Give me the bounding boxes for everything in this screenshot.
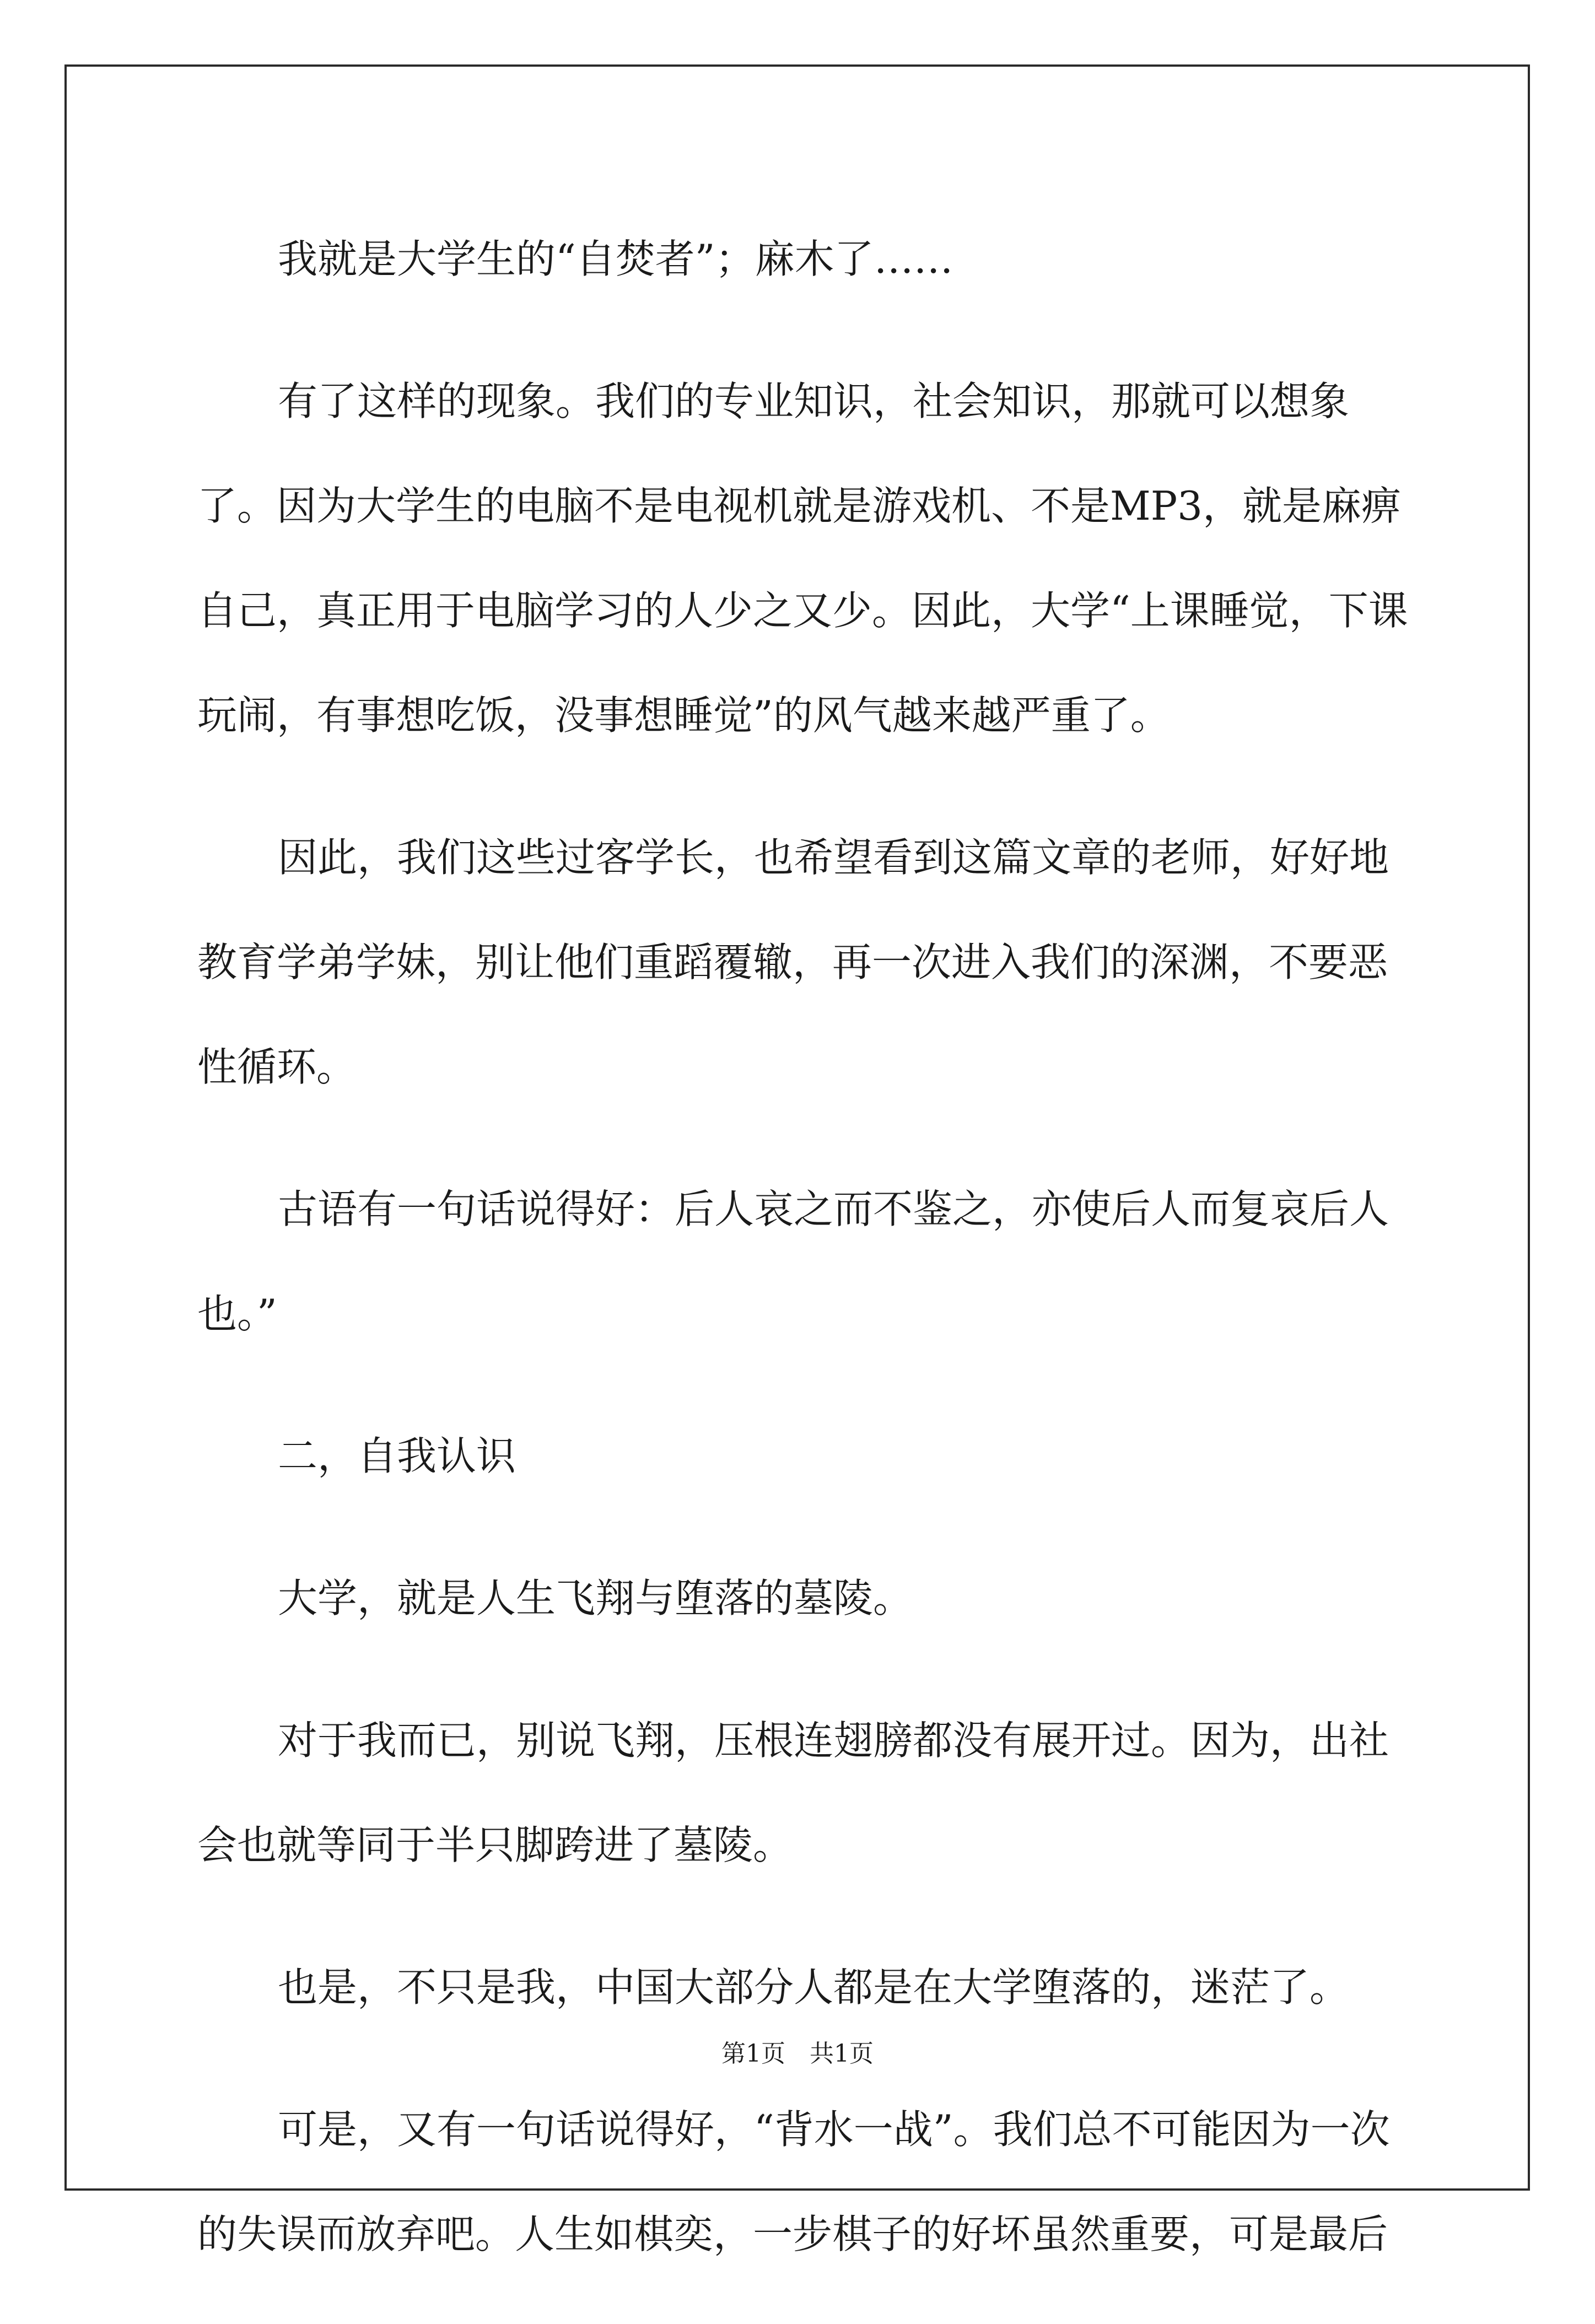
paragraph-1: 我就是大学生的“自焚者”；麻木了…… xyxy=(278,236,953,282)
section-heading: 二，自我认识 xyxy=(278,1433,516,1479)
paragraph-4: 古语有一句话说得好：后人哀之而不鉴之，亦使后人而复哀后人也。” xyxy=(197,1186,1389,1337)
page-footer: 第1页 共1页 xyxy=(721,2040,874,2068)
paragraph-6: 大学，就是人生飞翔与堕落的墓陵。 xyxy=(278,1575,913,1621)
paragraph-2: 有了这样的现象。我们的专业知识，社会知识，那就可以想象了。因为大学生的电脑不是电视机就是游戏机、不是MP3，就是麻痹自己，真正用于电脑学习的人少之又少。因此，大学“上课睡觉，下课玩闹，有事想吃饭，没事想睡觉”的风气越来越严重了。 xyxy=(197,378,1408,738)
document-body xyxy=(197,207,1410,2324)
paragraph-9: 可是，又有一句话说得好，“背水一战”。我们总不可能因为一次的失误而放弃吧。人生如棋奕，一步棋子的好坏虽然重要，可是最后 xyxy=(197,2106,1390,2257)
paragraph-7: 对于我而已，别说飞翔，压根连翅膀都没有展开过。因为，出社会也就等同于半只脚跨进了墓陵。 xyxy=(197,1717,1389,1868)
paragraph-8: 也是，不只是我，中国大部分人都是在大学堕落的，迷茫了。 xyxy=(278,1964,1350,2010)
paragraph-3: 因此，我们这些过客学长，也希望看到这篇文章的老师，好好地教育学弟学妹，别让他们重蹈覆辙，再一次进入我们的深渊，不要恶性循环。 xyxy=(197,834,1389,1090)
